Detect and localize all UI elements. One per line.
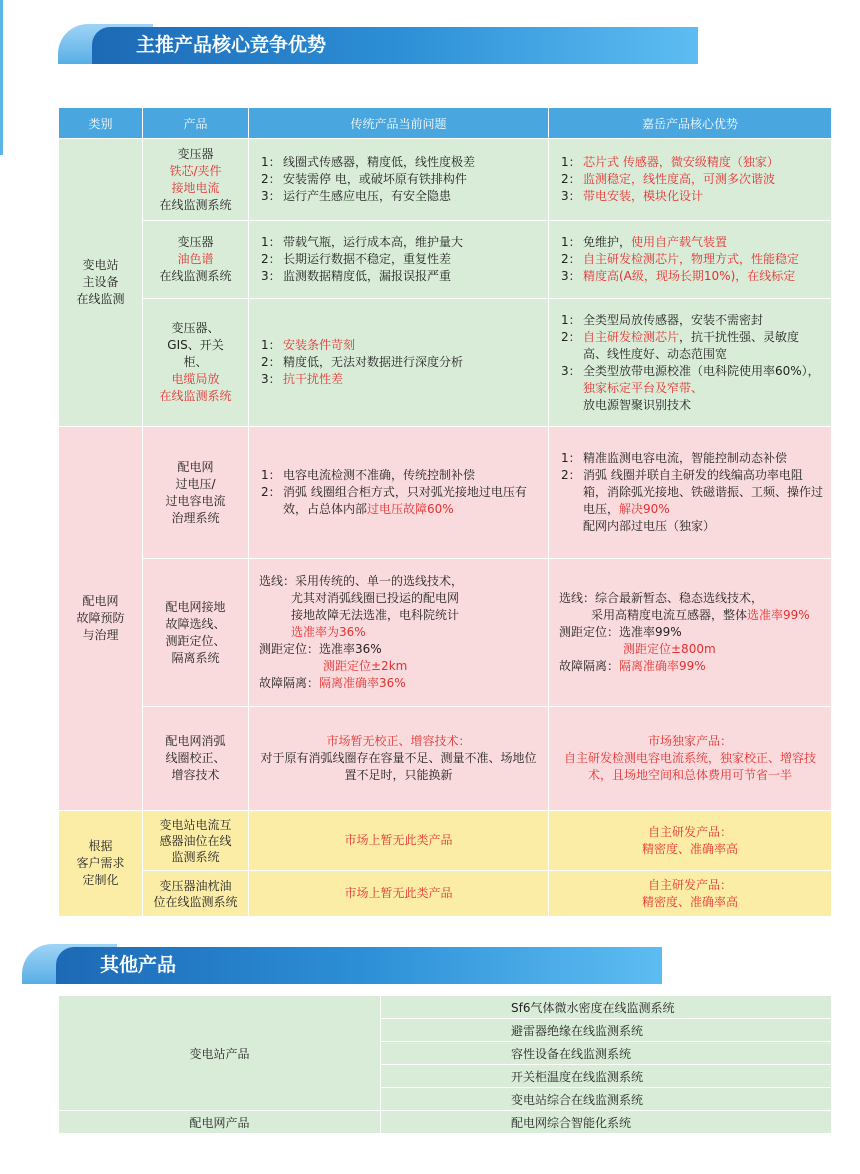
product-cell: 变压器 铁芯/夹件 接地电流 在线监测系统 bbox=[143, 139, 249, 221]
advantages-cell: 1： 精准监测电容电流，智能控制动态补偿 2： 消弧 线圈并联自主研发的线编高功率电阻箱，消除弧光接地、铁磁谐振、工频、操作过电压，解决90% 配网内部过电压（独家） bbox=[549, 427, 832, 559]
header-issues: 传统产品当前问题 bbox=[249, 108, 549, 139]
issues-cell: 选线：采用传统的、单一的选线技术， 尤其对消弧线圈已投运的配电网 接地故障无法选准，电科院统计 选准率为36% 测距定位：选准率36% 测距定位±2km 故障隔离：隔离准确率36% bbox=[249, 559, 549, 707]
left-edge-line bbox=[0, 0, 3, 155]
other-section-title: 其他产品 bbox=[56, 947, 662, 984]
list-item: 开关柜温度在线监测系统 bbox=[381, 1065, 832, 1088]
table-row bbox=[59, 299, 832, 427]
advantages-cell: 1： 全类型局放传感器，安装不需密封 2： 自主研发检测芯片，抗干扰性强、灵敏度高、线性度好、动态范围宽 3： 全类型放带电源校准（电科院使用率60%），独家标定平台及窄带、 放电源智聚识别技术 bbox=[549, 299, 832, 427]
table-row bbox=[59, 427, 832, 559]
advantages-cell: 选线：综合最新暂态、稳态选线技术， 采用高精度电流互感器，整体选准率99% 测距定位：选准率99% 测距定位±800m 故障隔离：隔离准确率99% bbox=[549, 559, 832, 707]
other-category-cell: 变电站产品 bbox=[59, 996, 381, 1111]
other-section-banner bbox=[22, 944, 662, 984]
product-cell: 变压器油枕油 位在线监测系统 bbox=[143, 871, 249, 917]
list-item: Sf6气体微水密度在线监测系统 bbox=[381, 996, 832, 1019]
issues-cell: 市场暂无校正、增容技术： 对于原有消弧线圈存在容量不足、测量不准、场地位置不足时，只能换新 bbox=[249, 707, 549, 811]
list-item: 变电站综合在线监测系统 bbox=[381, 1088, 832, 1111]
table-row bbox=[59, 139, 832, 221]
list-item: 配电网综合智能化系统 bbox=[381, 1111, 832, 1134]
category-cell: 变电站 主设备 在线监测 bbox=[59, 139, 143, 427]
other-category-cell: 配电网产品 bbox=[59, 1111, 381, 1134]
issues-cell: 1： 带载气瓶，运行成本高，维护量大 2： 长期运行数据不稳定，重复性差 3： 监测数据精度低，漏报误报严重 bbox=[249, 221, 549, 299]
advantages-cell: 1： 芯片式 传感器，微安级精度（独家） 2： 监测稳定，线性度高，可测多次谐波 3： 带电安装，模块化设计 bbox=[549, 139, 832, 221]
advantages-cell: 自主研发产品： 精密度、准确率高 bbox=[549, 871, 832, 917]
header-advantages: 嘉岳产品核心优势 bbox=[549, 108, 832, 139]
product-cell: 配电网接地 故障选线、 测距定位、 隔离系统 bbox=[143, 559, 249, 707]
table-header-row bbox=[59, 108, 832, 139]
table-row bbox=[59, 559, 832, 707]
product-cell: 变压器 油色谱 在线监测系统 bbox=[143, 221, 249, 299]
table-row bbox=[59, 221, 832, 299]
product-cell: 配电网 过电压/ 过电容电流 治理系统 bbox=[143, 427, 249, 559]
header-category: 类别 bbox=[59, 108, 143, 139]
product-cell: 变电站电流互 感器油位在线 监测系统 bbox=[143, 811, 249, 871]
product-cell: 变压器、 GIS、开关 柜、 电缆局放 在线监测系统 bbox=[143, 299, 249, 427]
issues-cell: 1： 线圈式传感器，精度低，线性度极差 2： 安装需停 电，或破坏原有铁排构件 3： 运行产生感应电压，有安全隐患 bbox=[249, 139, 549, 221]
list-item: 避雷器绝缘在线监测系统 bbox=[381, 1019, 832, 1042]
issues-cell: 市场上暂无此类产品 bbox=[249, 811, 549, 871]
core-advantage-table bbox=[58, 107, 832, 917]
main-section-title: 主推产品核心竞争优势 bbox=[92, 27, 698, 64]
category-cell: 根据 客户需求 定制化 bbox=[59, 811, 143, 917]
other-products-table bbox=[58, 995, 832, 1134]
advantages-cell: 自主研发产品： 精密度、准确率高 bbox=[549, 811, 832, 871]
list-item: 容性设备在线监测系统 bbox=[381, 1042, 832, 1065]
issues-cell: 1： 电容电流检测不准确，传统控制补偿 2： 消弧 线圈组合柜方式，只对弧光接地过电压有效，占总体内部过电压故障60% bbox=[249, 427, 549, 559]
product-cell: 配电网消弧 线圈校正、 增容技术 bbox=[143, 707, 249, 811]
advantages-cell: 市场独家产品： 自主研发检测电容电流系统，独家校正、增容技术，且场地空间和总体费用可节省一半 bbox=[549, 707, 832, 811]
table-row bbox=[59, 871, 832, 917]
category-cell: 配电网 故障预防 与治理 bbox=[59, 427, 143, 811]
header-product: 产品 bbox=[143, 108, 249, 139]
issues-cell: 1： 安装条件苛刻 2： 精度低，无法对数据进行深度分析 3： 抗干扰性差 bbox=[249, 299, 549, 427]
main-section-banner bbox=[58, 24, 698, 64]
table-row bbox=[59, 996, 832, 1019]
table-row bbox=[59, 811, 832, 871]
advantages-cell: 1： 免维护，使用自产载气装置 2： 自主研发检测芯片，物理方式，性能稳定 3： 精度高(A级，现场长期10%)，在线标定 bbox=[549, 221, 832, 299]
table-row bbox=[59, 707, 832, 811]
issues-cell: 市场上暂无此类产品 bbox=[249, 871, 549, 917]
table-row bbox=[59, 1111, 832, 1134]
